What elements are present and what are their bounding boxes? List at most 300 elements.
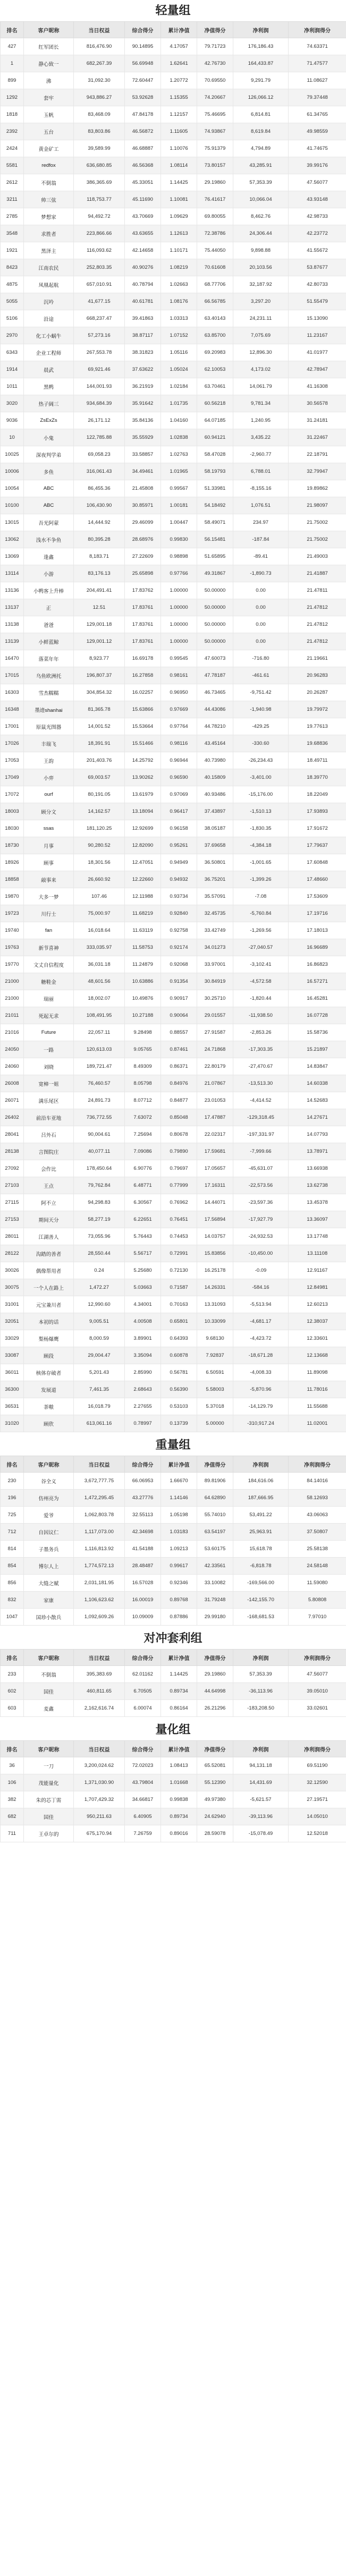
cell-nickname: 晨武 xyxy=(24,361,74,378)
cell-nav: 0.89016 xyxy=(161,1825,197,1842)
cell-profit-score: 20.26287 xyxy=(289,684,346,701)
cell-score: 32.55113 xyxy=(125,1507,161,1524)
cell-score: 40.61781 xyxy=(125,293,161,310)
table-header-row xyxy=(1,1650,346,1666)
cell-nav-score: 14.26331 xyxy=(197,1279,233,1296)
table-row xyxy=(1,208,346,225)
cell-score: 62.01162 xyxy=(125,1666,161,1683)
cell-rank: 13136 xyxy=(1,582,24,599)
cell-nav: 0.95261 xyxy=(161,837,197,854)
cell-score: 72.02023 xyxy=(125,1757,161,1774)
cell-nav: 1.09629 xyxy=(161,208,197,225)
cell-nav-score: 13.31093 xyxy=(197,1296,233,1313)
cell-score: 7.63072 xyxy=(125,1109,161,1126)
cell-nav-score: 73.80157 xyxy=(197,157,233,174)
cell-rank: 13138 xyxy=(1,616,24,633)
table-row xyxy=(1,1791,346,1808)
cell-nickname: 小游 xyxy=(24,565,74,582)
table-row xyxy=(1,429,346,446)
table-row xyxy=(1,1757,346,1774)
cell-nav: 0.90917 xyxy=(161,990,197,1007)
cell-nickname: 乌鱼欧洲托 xyxy=(24,667,74,684)
table-row xyxy=(1,293,346,310)
cell-profit: 24,306.44 xyxy=(233,225,289,242)
cell-profit: 57,353.39 xyxy=(233,174,289,191)
cell-rank: 21000 xyxy=(1,990,24,1007)
cell-nickname: 茶嗷 xyxy=(24,1398,74,1415)
cell-nav: 0.94949 xyxy=(161,854,197,871)
cell-nickname: 国佳 xyxy=(24,1808,74,1825)
cell-nickname: Future xyxy=(24,1024,74,1041)
cell-rank: 27153 xyxy=(1,1211,24,1228)
table-row xyxy=(1,1058,346,1075)
cell-score: 6.48771 xyxy=(125,1177,161,1194)
cell-nav-score: 69.20983 xyxy=(197,344,233,361)
cell-equity: 1,092,609.26 xyxy=(74,1609,125,1626)
cell-nickname: 五台 xyxy=(24,123,74,140)
cell-nav-score: 30.84919 xyxy=(197,973,233,990)
cell-nav: 0.84877 xyxy=(161,1092,197,1109)
cell-nav: 0.92068 xyxy=(161,956,197,973)
cell-profit-score: 41.16308 xyxy=(289,378,346,395)
cell-nav-score: 53.60175 xyxy=(197,1541,233,1558)
table-row xyxy=(1,1041,346,1058)
cell-rank: 28138 xyxy=(1,1143,24,1160)
cell-score: 10.49876 xyxy=(125,990,161,1007)
cell-nav: 1.10081 xyxy=(161,191,197,208)
cell-equity: 39,589.99 xyxy=(74,140,125,157)
table-row xyxy=(1,225,346,242)
cell-nav: 0.84976 xyxy=(161,1075,197,1092)
cell-profit: -169,566.00 xyxy=(233,1575,289,1592)
cell-nav-score: 42.76730 xyxy=(197,55,233,72)
cell-nickname: 元宝兼川者 xyxy=(24,1296,74,1313)
cell-nav-score: 63.40143 xyxy=(197,310,233,327)
cell-nav: 0.85048 xyxy=(161,1109,197,1126)
cell-profit: -14,129.79 xyxy=(233,1398,289,1415)
cell-equity: 76,460.57 xyxy=(74,1075,125,1092)
cell-nickname: 新节喜神 xyxy=(24,939,74,956)
cell-nickname: 家康 xyxy=(24,1592,74,1609)
cell-score: 40.78794 xyxy=(125,276,161,293)
cell-nickname: 核体存破者 xyxy=(24,1364,74,1381)
table-row xyxy=(1,888,346,905)
cell-nickname: 一刀 xyxy=(24,1757,74,1774)
cell-profit: 24,231.11 xyxy=(233,310,289,327)
cell-nav-score: 44.43086 xyxy=(197,701,233,718)
table-row xyxy=(1,599,346,616)
cell-profit-score: 58.12693 xyxy=(289,1490,346,1507)
cell-profit: -1,001.65 xyxy=(233,854,289,871)
cell-profit-score: 41.55672 xyxy=(289,242,346,259)
cell-nav: 0.86371 xyxy=(161,1058,197,1075)
cell-nav-score: 72.38786 xyxy=(197,225,233,242)
cell-equity: 116,093.62 xyxy=(74,242,125,259)
cell-nickname: 川行士 xyxy=(24,905,74,922)
cell-profit-score: 17.79637 xyxy=(289,837,346,854)
cell-nav: 0.70163 xyxy=(161,1296,197,1313)
cell-nickname: 小鸭客上升棒 xyxy=(24,582,74,599)
table-row xyxy=(1,735,346,752)
cell-rank: 24060 xyxy=(1,1058,24,1075)
cell-rank: 856 xyxy=(1,1575,24,1592)
table-row xyxy=(1,463,346,480)
cell-rank: 33029 xyxy=(1,1330,24,1347)
cell-nav: 1.11605 xyxy=(161,123,197,140)
column-header-score: 综合得分 xyxy=(125,22,161,38)
cell-profit: -142,155.70 xyxy=(233,1592,289,1609)
cell-equity: 79,762.84 xyxy=(74,1177,125,1194)
cell-equity: 3,672,777.75 xyxy=(74,1473,125,1490)
cell-equity: 943,886.27 xyxy=(74,89,125,106)
cell-rank: 19723 xyxy=(1,905,24,922)
table-row xyxy=(1,922,346,939)
cell-profit-score: 14.83847 xyxy=(289,1058,346,1075)
cell-rank: 26402 xyxy=(1,1109,24,1126)
cell-profit: -36,113.96 xyxy=(233,1683,289,1700)
cell-nav: 1.12157 xyxy=(161,106,197,123)
cell-nav-score: 37.69658 xyxy=(197,837,233,854)
cell-nav: 1.08176 xyxy=(161,293,197,310)
cell-rank: 196 xyxy=(1,1490,24,1507)
cell-score: 17.83762 xyxy=(125,582,161,599)
cell-equity: 26,660.92 xyxy=(74,871,125,888)
cell-profit: -461.61 xyxy=(233,667,289,684)
cell-nav: 0.76451 xyxy=(161,1211,197,1228)
cell-profit: 57,353.39 xyxy=(233,1666,289,1683)
table-row xyxy=(1,1609,346,1626)
cell-profit: -27,040.57 xyxy=(233,939,289,956)
cell-profit-score: 30.56578 xyxy=(289,395,346,412)
cell-nickname: 浅水不争鱼 xyxy=(24,531,74,548)
cell-profit: 14,431.69 xyxy=(233,1774,289,1791)
cell-nav: 1.15355 xyxy=(161,89,197,106)
cell-score: 2.27655 xyxy=(125,1398,161,1415)
cell-profit: -7.08 xyxy=(233,888,289,905)
cell-score: 45.33051 xyxy=(125,174,161,191)
cell-profit-score: 11.08627 xyxy=(289,72,346,89)
cell-profit-score: 12.13668 xyxy=(289,1347,346,1364)
cell-score: 38.31823 xyxy=(125,344,161,361)
cell-nickname: 梨杨爆鹰 xyxy=(24,1330,74,1347)
cell-profit-score: 21.98097 xyxy=(289,497,346,514)
cell-equity: 22,057.11 xyxy=(74,1024,125,1041)
cell-nav: 0.65801 xyxy=(161,1313,197,1330)
cell-nav-score: 58.47028 xyxy=(197,446,233,463)
cell-profit: -22,573.56 xyxy=(233,1177,289,1194)
cell-nickname: 大缝之赋 xyxy=(24,1575,74,1592)
cell-nav-score: 89.81906 xyxy=(197,1473,233,1490)
table-row xyxy=(1,786,346,803)
cell-rank: 832 xyxy=(1,1592,24,1609)
cell-rank: 17015 xyxy=(1,667,24,684)
cell-nav: 1.04160 xyxy=(161,412,197,429)
cell-score: 46.56368 xyxy=(125,157,161,174)
cell-equity: 40,077.11 xyxy=(74,1143,125,1160)
cell-profit: -5,760.84 xyxy=(233,905,289,922)
cell-nickname: 逢鑫 xyxy=(24,548,74,565)
table-row xyxy=(1,361,346,378)
cell-equity: 1,062,803.78 xyxy=(74,1507,125,1524)
cell-nickname: 求胜者 xyxy=(24,225,74,242)
cell-profit: -24,932.53 xyxy=(233,1228,289,1245)
cell-equity: 14,162.57 xyxy=(74,803,125,820)
cell-equity: 934,684.39 xyxy=(74,395,125,412)
cell-profit-score: 21.47812 xyxy=(289,633,346,650)
cell-equity: 304,854.32 xyxy=(74,684,125,701)
table-row xyxy=(1,1092,346,1109)
cell-equity: 69,058.23 xyxy=(74,446,125,463)
cell-profit-score: 49.98559 xyxy=(289,123,346,140)
cell-score: 11.68219 xyxy=(125,905,161,922)
cell-nav-score: 33.10082 xyxy=(197,1575,233,1592)
cell-equity: 120,613.03 xyxy=(74,1041,125,1058)
cell-nav-score: 79.71723 xyxy=(197,38,233,55)
cell-nickname: ourf xyxy=(24,786,74,803)
cell-equity: 73,055.96 xyxy=(74,1228,125,1245)
cell-equity: 18,391.91 xyxy=(74,735,125,752)
cell-equity: 83,468.09 xyxy=(74,106,125,123)
cell-profit-score: 27.19571 xyxy=(289,1791,346,1808)
cell-score: 15.53664 xyxy=(125,718,161,735)
cell-nickname: 发展道 xyxy=(24,1381,74,1398)
cell-equity: 94,298.83 xyxy=(74,1194,125,1211)
cell-nav-score: 6.50591 xyxy=(197,1364,233,1381)
table-row xyxy=(1,1330,346,1347)
cell-profit: -8,155.16 xyxy=(233,480,289,497)
cell-nav: 1.20772 xyxy=(161,72,197,89)
cell-nav-score: 64.07185 xyxy=(197,412,233,429)
cell-score: 6.22651 xyxy=(125,1211,161,1228)
cell-rank: 27115 xyxy=(1,1194,24,1211)
cell-nickname: 刘晓 xyxy=(24,1058,74,1075)
cell-profit: -4,384.18 xyxy=(233,837,289,854)
cell-nav: 0.89734 xyxy=(161,1683,197,1700)
cell-score: 66.06953 xyxy=(125,1473,161,1490)
column-header-nickname: 客户昵称 xyxy=(24,1456,74,1473)
cell-nav: 1.01735 xyxy=(161,395,197,412)
table-row xyxy=(1,1666,346,1683)
cell-rank: 725 xyxy=(1,1507,24,1524)
cell-profit-score: 12.38037 xyxy=(289,1313,346,1330)
table-row xyxy=(1,1313,346,1330)
cell-equity: 5,201.43 xyxy=(74,1364,125,1381)
cell-equity: 81,365.78 xyxy=(74,701,125,718)
cell-rank: 3211 xyxy=(1,191,24,208)
cell-equity: 816,476.90 xyxy=(74,38,125,55)
table-row xyxy=(1,1575,346,1592)
cell-profit-score: 13.17748 xyxy=(289,1228,346,1245)
cell-rank: 602 xyxy=(1,1683,24,1700)
cell-rank: 814 xyxy=(1,1541,24,1558)
table-row xyxy=(1,1808,346,1825)
cell-equity: 108,491.95 xyxy=(74,1007,125,1024)
cell-profit-score: 13.66938 xyxy=(289,1160,346,1177)
cell-score: 29.46099 xyxy=(125,514,161,531)
cell-nav-score: 36.75201 xyxy=(197,871,233,888)
cell-equity: 675,170.94 xyxy=(74,1825,125,1842)
cell-profit-score: 16.57271 xyxy=(289,973,346,990)
cell-rank: 17072 xyxy=(1,786,24,803)
cell-nickname: 沟踏的善者 xyxy=(24,1245,74,1262)
cell-nav: 1.14425 xyxy=(161,174,197,191)
cell-score: 15.63866 xyxy=(125,701,161,718)
cell-profit: -584.16 xyxy=(233,1279,289,1296)
cell-rank: 1011 xyxy=(1,378,24,395)
cell-profit-score: 53.87677 xyxy=(289,259,346,276)
table-row xyxy=(1,633,346,650)
table-row xyxy=(1,1211,346,1228)
cell-equity: 2,031,181.95 xyxy=(74,1575,125,1592)
cell-rank: 19763 xyxy=(1,939,24,956)
column-header-profit: 净利润 xyxy=(233,1741,289,1757)
cell-nav-score: 47.78187 xyxy=(197,667,233,684)
cell-profit-score: 39.99176 xyxy=(289,157,346,174)
table-row xyxy=(1,276,346,293)
cell-equity: 18,002.07 xyxy=(74,990,125,1007)
cell-profit: -310,917.24 xyxy=(233,1415,289,1432)
cell-nickname: 小鬼 xyxy=(24,429,74,446)
cell-nav: 1.00000 xyxy=(161,582,197,599)
table-row xyxy=(1,939,346,956)
cell-profit: -4,008.33 xyxy=(233,1364,289,1381)
table-row xyxy=(1,1683,346,1700)
cell-profit-score: 14.05010 xyxy=(289,1808,346,1825)
table-row xyxy=(1,1279,346,1296)
cell-nav-score: 17.47887 xyxy=(197,1109,233,1126)
cell-nav: 0.79697 xyxy=(161,1160,197,1177)
cell-nickname: 王韵 xyxy=(24,752,74,769)
cell-rank: 24050 xyxy=(1,1041,24,1058)
cell-nickname: 爱爷 xyxy=(24,1507,74,1524)
cell-nickname: 一个人在路上 xyxy=(24,1279,74,1296)
cell-nickname: 谷全义 xyxy=(24,1473,74,1490)
cell-nav: 1.14425 xyxy=(161,1666,197,1683)
cell-profit: 6,814.81 xyxy=(233,106,289,123)
cell-nav-score: 7.92837 xyxy=(197,1347,233,1364)
cell-score: 72.60447 xyxy=(125,72,161,89)
cell-score: 14.25792 xyxy=(125,752,161,769)
cell-nav-score: 29.19860 xyxy=(197,1666,233,1683)
cell-equity: 36,031.18 xyxy=(74,956,125,973)
column-header-profit-score: 净利润得分 xyxy=(289,22,346,38)
cell-nav-score: 22.02317 xyxy=(197,1126,233,1143)
cell-equity: 83,176.13 xyxy=(74,565,125,582)
cell-nav: 0.88557 xyxy=(161,1024,197,1041)
cell-nav: 0.98161 xyxy=(161,667,197,684)
cell-rank: 13114 xyxy=(1,565,24,582)
cell-profit: 164,433.87 xyxy=(233,55,289,72)
cell-rank: 13015 xyxy=(1,514,24,531)
table-header-row xyxy=(1,22,346,38)
cell-rank: 5106 xyxy=(1,310,24,327)
cell-nav: 1.07152 xyxy=(161,327,197,344)
cell-score: 12.47051 xyxy=(125,854,161,871)
column-header-rank: 排名 xyxy=(1,1741,24,1757)
table-row xyxy=(1,1541,346,1558)
cell-rank: 1921 xyxy=(1,242,24,259)
column-header-profit: 净利润 xyxy=(233,1650,289,1666)
cell-nav: 0.92346 xyxy=(161,1575,197,1592)
table-row xyxy=(1,956,346,973)
cell-nickname: 不倒翁 xyxy=(24,1666,74,1683)
cell-profit-score: 19.89862 xyxy=(289,480,346,497)
cell-rank: 30075 xyxy=(1,1279,24,1296)
cell-rank: 682 xyxy=(1,1808,24,1825)
cell-score: 6.30567 xyxy=(125,1194,161,1211)
cell-nav: 0.99545 xyxy=(161,650,197,667)
cell-rank: 10100 xyxy=(1,497,24,514)
cell-nav-score: 22.80179 xyxy=(197,1058,233,1075)
column-header-nav-score: 净值得分 xyxy=(197,1456,233,1473)
table-row xyxy=(1,718,346,735)
cell-profit: -15,078.49 xyxy=(233,1825,289,1842)
cell-nav-score: 5.00000 xyxy=(197,1415,233,1432)
cell-rank: 26071 xyxy=(1,1092,24,1109)
cell-nickname: 一路 xyxy=(24,1041,74,1058)
cell-rank: 10054 xyxy=(1,480,24,497)
cell-nav-score: 75.91379 xyxy=(197,140,233,157)
table-row xyxy=(1,395,346,412)
cell-nickname: 丰瑞飞 xyxy=(24,735,74,752)
cell-profit-score: 11.59080 xyxy=(289,1575,346,1592)
cell-profit: -39,113.96 xyxy=(233,1808,289,1825)
cell-nickname: 月事 xyxy=(24,837,74,854)
cell-score: 10.63886 xyxy=(125,973,161,990)
cell-profit-score: 11.23167 xyxy=(289,327,346,344)
cell-equity: 178,450.64 xyxy=(74,1160,125,1177)
cell-profit: 53,491.22 xyxy=(233,1507,289,1524)
cell-nav: 1.02763 xyxy=(161,446,197,463)
cell-profit-score: 43.06063 xyxy=(289,1507,346,1524)
cell-rank: 712 xyxy=(1,1524,24,1541)
cell-score: 16.69178 xyxy=(125,650,161,667)
cell-rank: 17026 xyxy=(1,735,24,752)
cell-equity: 90,280.52 xyxy=(74,837,125,854)
cell-nickname: 原鼠光图器 xyxy=(24,718,74,735)
cell-score: 35.91642 xyxy=(125,395,161,412)
cell-profit: -429.25 xyxy=(233,718,289,735)
cell-score: 35.84136 xyxy=(125,412,161,429)
cell-equity: 48,601.56 xyxy=(74,973,125,990)
cell-profit: -3,401.00 xyxy=(233,769,289,786)
table-row xyxy=(1,1126,346,1143)
cell-rank: 18858 xyxy=(1,871,24,888)
cell-score: 30.85971 xyxy=(125,497,161,514)
cell-nav-score: 50.00000 xyxy=(197,582,233,599)
cell-profit: 0.00 xyxy=(233,582,289,599)
cell-nav-score: 63.54197 xyxy=(197,1524,233,1541)
cell-nav: 0.96590 xyxy=(161,769,197,786)
cell-score: 56.69948 xyxy=(125,55,161,72)
table-row xyxy=(1,38,346,55)
cell-nav: 0.64393 xyxy=(161,1330,197,1347)
table-row xyxy=(1,55,346,72)
cell-nav-score: 40.73980 xyxy=(197,752,233,769)
cell-equity: 682,267.39 xyxy=(74,55,125,72)
cell-profit: -330.60 xyxy=(233,735,289,752)
cell-equity: 7,461.35 xyxy=(74,1381,125,1398)
cell-profit: -10,450.00 xyxy=(233,1245,289,1262)
table-row xyxy=(1,1075,346,1092)
cell-rank: 32051 xyxy=(1,1313,24,1330)
cell-equity: 107.46 xyxy=(74,888,125,905)
cell-nav-score: 60.56218 xyxy=(197,395,233,412)
cell-nav-score: 50.00000 xyxy=(197,633,233,650)
cell-nav-score: 10.33099 xyxy=(197,1313,233,1330)
cell-nav: 1.12613 xyxy=(161,225,197,242)
cell-equity: 8,000.59 xyxy=(74,1330,125,1347)
